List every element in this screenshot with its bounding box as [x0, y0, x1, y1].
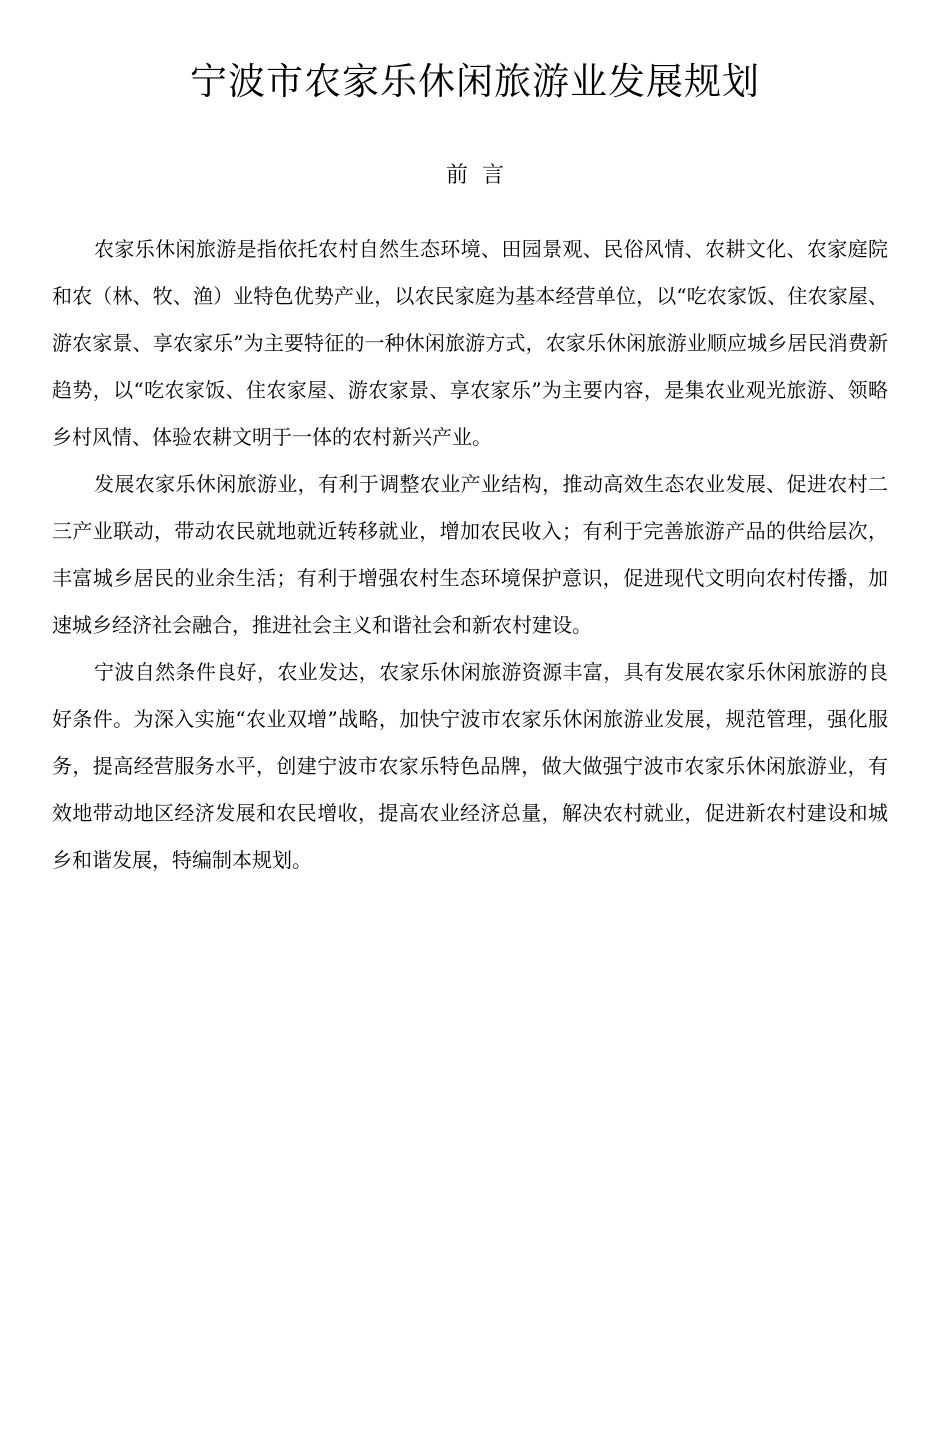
paragraph-2: 发展农家乐休闲旅游业，有利于调整农业产业结构，推动高效生态农业发展、促进农村二三产业联动，带动农民就地就近转移就业，增加农民收入；有利于完善旅游产品的供给层次，丰富城乡居民的业余生活；有利于增强农村生态环境保护意识，促进现代文明向农村传播，加速城乡经济社会融合，推进社会主义和谐社会和新农村建设。 — [52, 472, 888, 637]
preface-heading: 前言 — [445, 163, 518, 188]
document-title: 宁波市农家乐休闲旅游业发展规划 — [190, 60, 760, 103]
paragraph-3: 宁波自然条件良好，农业发达，农家乐休闲旅游资源丰富，具有发展农家乐休闲旅游的良好条件。为深入实施“农业双增”战略，加快宁波市农家乐休闲旅游业发展，规范管理，强化服务，提高经营服务水平，创建宁波市农家乐特色品牌，做大做强宁波市农家乐休闲旅游业，有效地带动地区经济发展和农民增收，提高农业经济总量，解决农村就业，促进新农村建设和城乡和谐发展，特编制本规划。 — [52, 660, 888, 872]
paragraph-1: 农家乐休闲旅游是指依托农村自然生态环境、田园景观、民俗风情、农耕文化、农家庭院和农（林、牧、渔）业特色优势产业，以农民家庭为基本经营单位，以“吃农家饭、住农家屋、游农家景、享农家乐”为主要特征的一种休闲旅游方式，农家乐休闲旅游业顺应城乡居民消费新趋势，以“吃农家饭、住农家屋、游农家景、享农家乐”为主要内容，是集农业观光旅游、领略乡村风情、体验农耕文明于一体的农村新兴产业。 — [52, 237, 888, 449]
preface-body — [52, 226, 888, 884]
